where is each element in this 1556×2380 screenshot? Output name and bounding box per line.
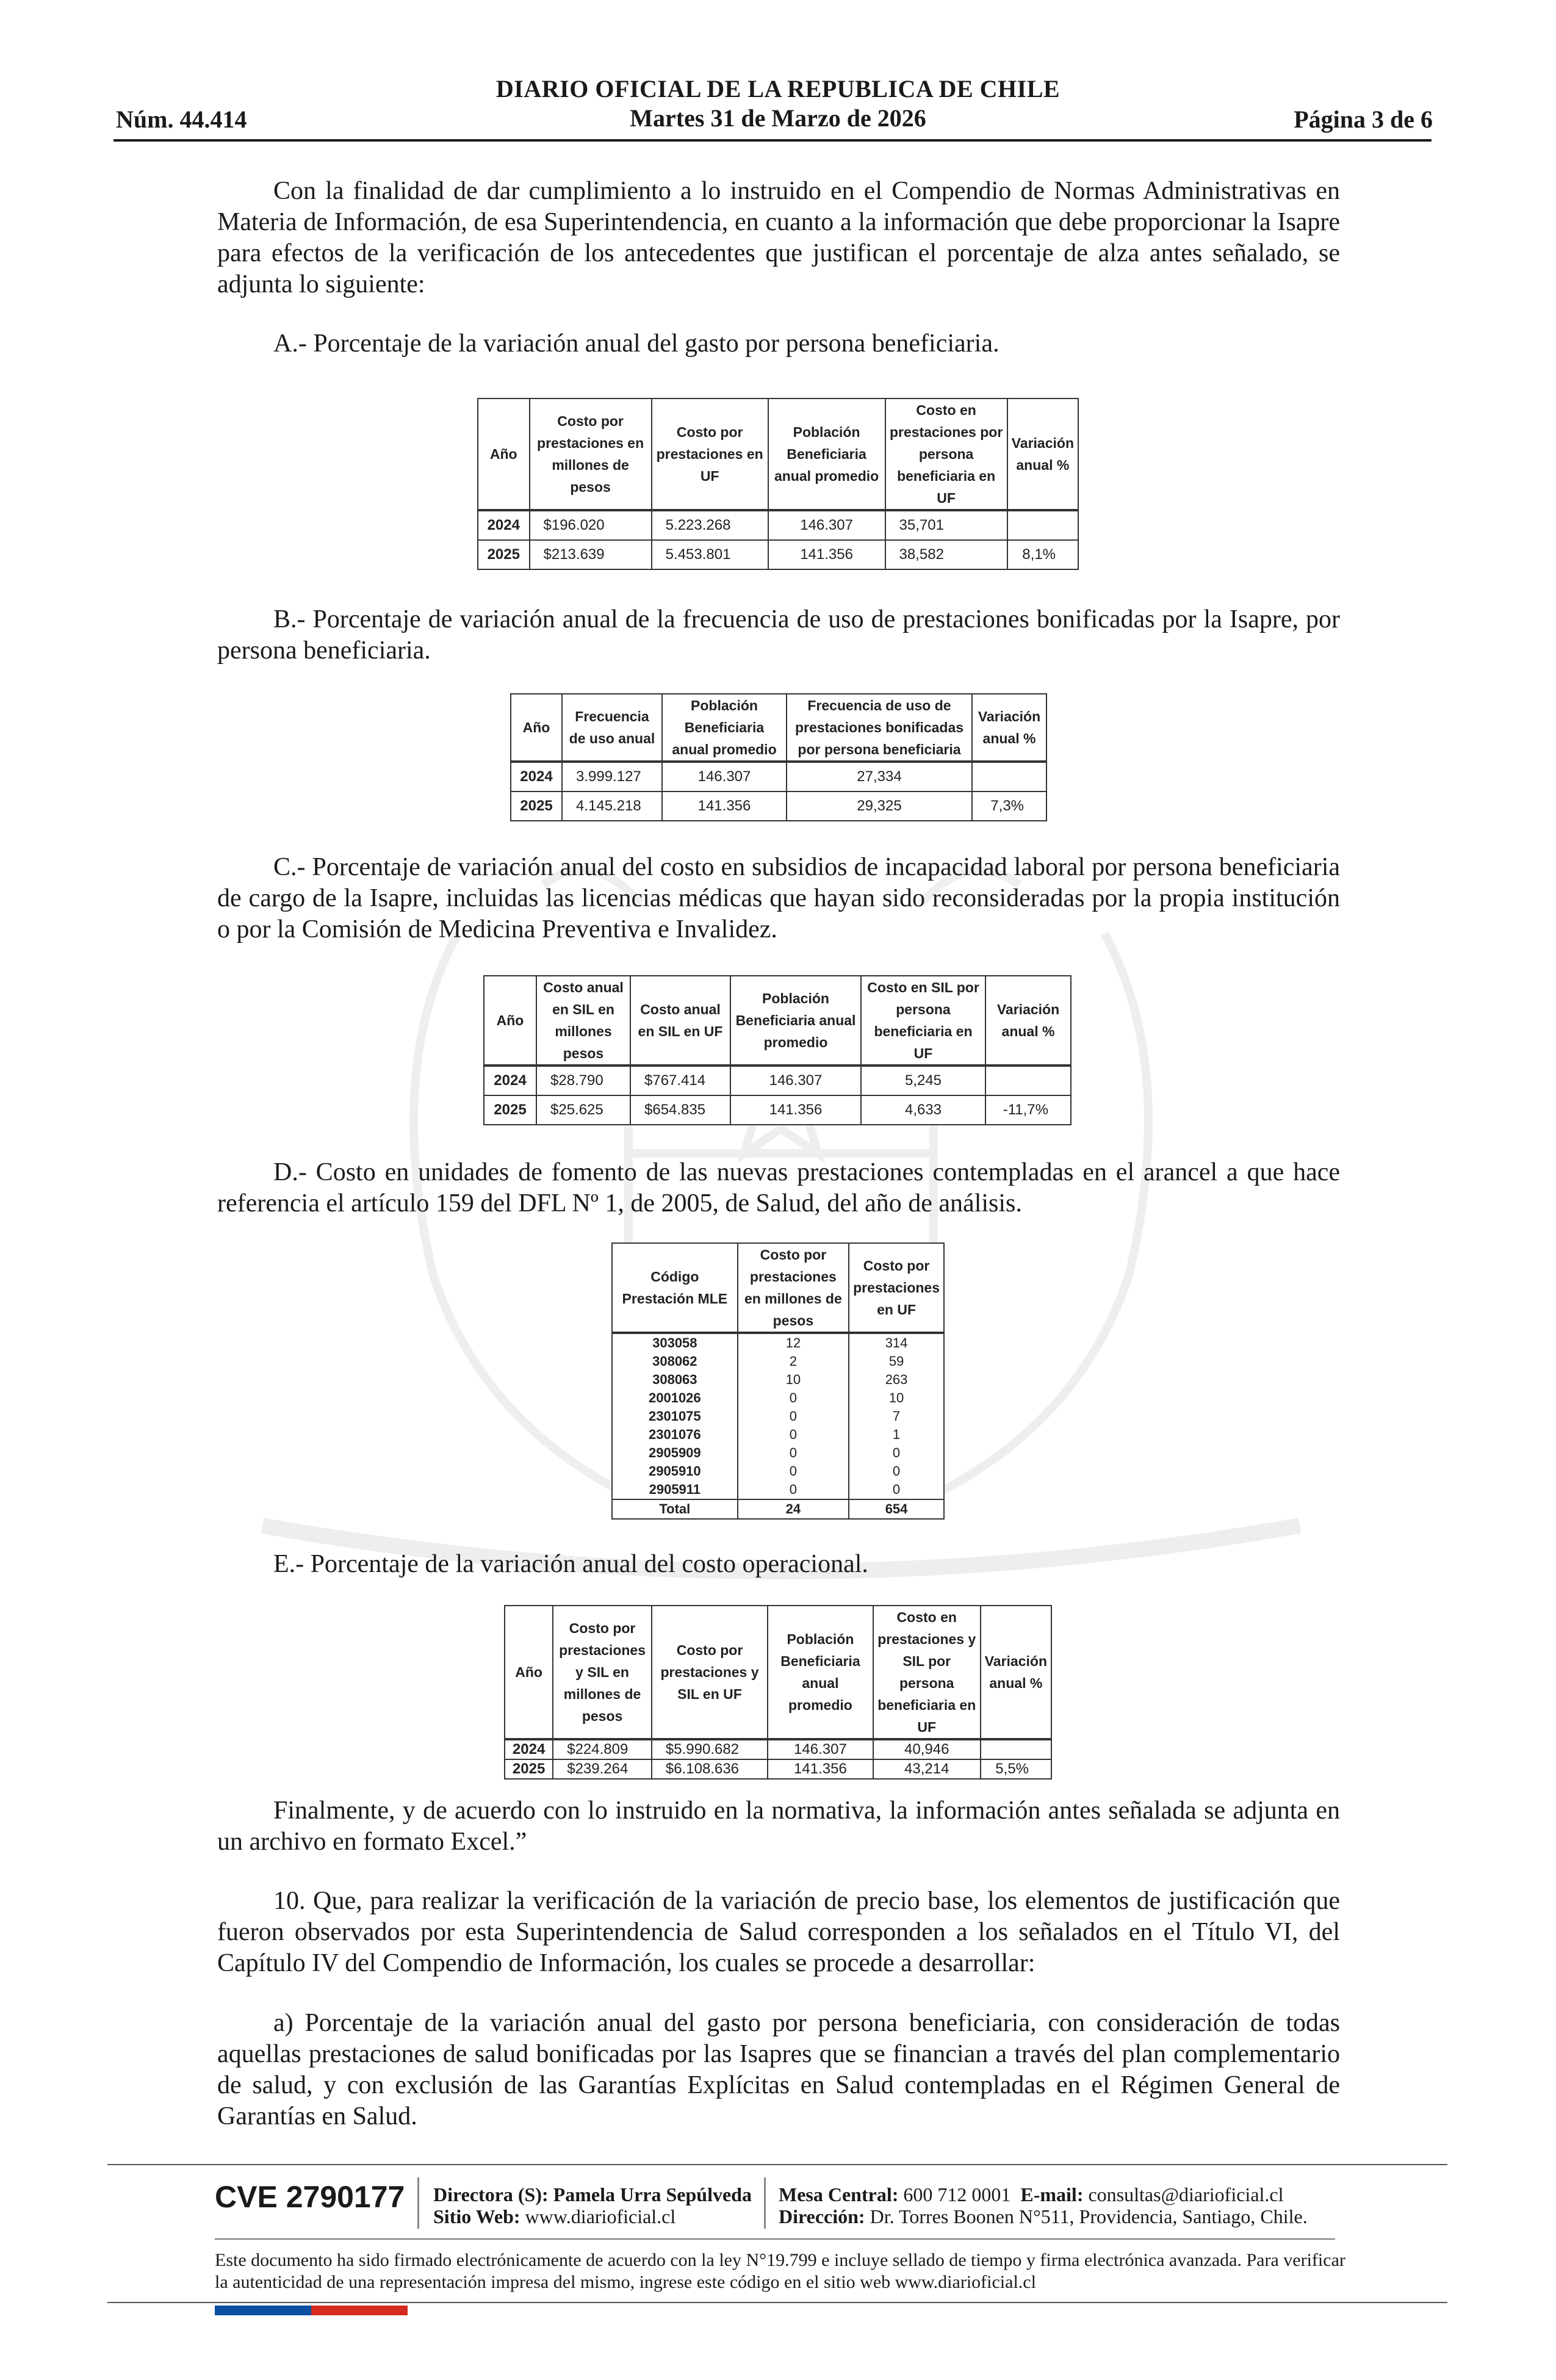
table-row <box>612 1389 944 1407</box>
table-row <box>505 1759 1051 1779</box>
cell: 10 <box>849 1389 944 1407</box>
cell: 0 <box>738 1389 849 1407</box>
footer-divider <box>107 2302 1447 2303</box>
cell: $25.625 <box>536 1095 630 1125</box>
col-header: Población Beneficiaria anual promedio <box>730 976 861 1066</box>
cell-code: 303058 <box>612 1333 738 1352</box>
section-e-heading: E.- Porcentaje de la variación anual del costo operacional. <box>273 1550 868 1578</box>
cell-total-label: Total <box>612 1499 738 1519</box>
cell-code: 2301076 <box>612 1426 738 1444</box>
email-label: E-mail: <box>1020 2183 1084 2205</box>
phone-value: 600 712 0001 <box>903 2183 1011 2205</box>
header-divider <box>113 139 1432 142</box>
cell: $654.835 <box>630 1095 730 1125</box>
table-e-costo-operacional <box>504 1605 1052 1780</box>
cell-code: 308063 <box>612 1371 738 1389</box>
col-header: Costo en SIL por persona beneficiaria en UF <box>861 976 985 1066</box>
cell: 141.356 <box>662 792 787 821</box>
cell: 4.145.218 <box>562 792 662 821</box>
table-row <box>612 1480 944 1499</box>
cell-year: 2024 <box>511 762 562 792</box>
cell-year: 2025 <box>511 792 562 821</box>
table-row <box>511 762 1046 792</box>
point-a-paragraph: a) Porcentaje de la variación anual del gasto por persona beneficiaria, con consideración de todas aquellas prestaciones de salud bonificadas por las Isapres que se financian a través del plan complementario de salud, y con exclusión de las Garantías Explícitas en Salud contempladas en el Régimen General de Garantías en Salud. <box>217 2009 1340 2130</box>
cell: 314 <box>849 1333 944 1352</box>
issue-date: Martes 31 de Marzo de 2026 <box>630 104 926 132</box>
col-header: Frecuencia de uso de prestaciones bonificadas por persona beneficiaria <box>787 694 972 762</box>
cell: 146.307 <box>768 510 885 540</box>
footer-director-block <box>433 2183 752 2227</box>
cell: 146.307 <box>662 762 787 792</box>
table-row <box>612 1444 944 1462</box>
intro-paragraph: Con la finalidad de dar cumplimiento a lo instruido en el Compendio de Normas Administrativas en Materia de Información, de esa Superintendencia, en cuanto a la información que debe proporcionar la Isapre para efectos de la verificación de los antecedentes que justifican el porcentaje de alza antes señalado, se adjunta lo siguiente: <box>217 177 1340 298</box>
cell-year: 2025 <box>484 1095 536 1125</box>
col-header: Variación anual % <box>1007 398 1078 510</box>
cell-code: 2905911 <box>612 1480 738 1499</box>
cell: $196.020 <box>530 510 652 540</box>
closing-paragraph: Finalmente, y de acuerdo con lo instruido en la normativa, la información antes señalada se adjunta en un archivo en formato Excel.” <box>217 1797 1340 1856</box>
table-row <box>612 1352 944 1371</box>
address-label: Dirección: <box>779 2205 865 2227</box>
cell: 5,245 <box>861 1066 985 1095</box>
cell: 24 <box>738 1499 849 1519</box>
section-a-heading: A.- Porcentaje de la variación anual del gasto por persona beneficiaria. <box>273 330 1000 358</box>
cell: 5.453.801 <box>652 540 768 569</box>
col-header: Año <box>511 694 562 762</box>
cell: 4,633 <box>861 1095 985 1125</box>
cell: 5,5% <box>981 1759 1051 1779</box>
cell: 3.999.127 <box>562 762 662 792</box>
col-header: Costo por prestaciones en millones de pesos <box>530 398 652 510</box>
table-row <box>484 1066 1071 1095</box>
cell: 8,1% <box>1007 540 1078 569</box>
cell: $224.809 <box>553 1739 652 1759</box>
table-b-frecuencia <box>510 693 1047 821</box>
cell: 0 <box>738 1426 849 1444</box>
col-header: Variación anual % <box>981 1606 1051 1739</box>
director-name: Pamela Urra Sepúlveda <box>553 2183 752 2205</box>
cell: 0 <box>738 1480 849 1499</box>
cell: 146.307 <box>768 1739 873 1759</box>
website-label: Sitio Web: <box>433 2205 520 2227</box>
col-header: Costo anual en SIL en UF <box>630 976 730 1066</box>
table-row <box>511 792 1046 821</box>
cell: $239.264 <box>553 1759 652 1779</box>
cell: 141.356 <box>730 1095 861 1125</box>
cell-year: 2025 <box>505 1759 553 1779</box>
cell: $767.414 <box>630 1066 730 1095</box>
table-row <box>484 1095 1071 1125</box>
cell: $6.108.636 <box>652 1759 768 1779</box>
col-header: Población Beneficiaria anual promedio <box>768 398 885 510</box>
cell-year: 2024 <box>484 1066 536 1095</box>
table-c-sil <box>483 975 1072 1125</box>
cell: 7,3% <box>972 792 1046 821</box>
phone-label: Mesa Central: <box>779 2183 899 2205</box>
cell: 1 <box>849 1426 944 1444</box>
flag-stripe-red <box>311 2306 408 2315</box>
footer-separator <box>764 2177 766 2229</box>
cell: 2 <box>738 1352 849 1371</box>
footer-contact-block <box>779 2183 1308 2227</box>
cell: $213.639 <box>530 540 652 569</box>
cell: 12 <box>738 1333 849 1352</box>
col-header: Costo en prestaciones y SIL por persona beneficiaria en UF <box>873 1606 981 1739</box>
cell-year: 2024 <box>505 1739 553 1759</box>
cell: $28.790 <box>536 1066 630 1095</box>
table-row <box>612 1462 944 1480</box>
footer-divider <box>107 2164 1447 2165</box>
cell-year: 2024 <box>478 510 530 540</box>
col-header: Costo anual en SIL en millones pesos <box>536 976 630 1066</box>
cell: 141.356 <box>768 1759 873 1779</box>
col-header: Costo por prestaciones y SIL en UF <box>652 1606 768 1739</box>
director-label: Directora (S): <box>433 2183 549 2205</box>
col-header: Año <box>478 398 530 510</box>
col-header: Población Beneficiaria anual promedio <box>768 1606 873 1739</box>
cell-year: 2025 <box>478 540 530 569</box>
issue-number: Núm. 44.414 <box>116 106 247 133</box>
cell: 0 <box>738 1407 849 1426</box>
cell <box>985 1066 1071 1095</box>
cell <box>1007 510 1078 540</box>
page-indicator: Página 3 de 6 <box>1294 106 1433 133</box>
flag-stripe-blue <box>215 2306 311 2315</box>
col-header: Código Prestación MLE <box>612 1243 738 1333</box>
cell: 10 <box>738 1371 849 1389</box>
address-value: Dr. Torres Boonen N°511, Providencia, Santiago, Chile. <box>870 2205 1308 2227</box>
cell: 27,334 <box>787 762 972 792</box>
section-b-heading: B.- Porcentaje de variación anual de la frecuencia de uso de prestaciones bonificadas por la Isapre, por persona beneficiaria. <box>217 605 1340 665</box>
cell: 0 <box>849 1444 944 1462</box>
cell-code: 2905909 <box>612 1444 738 1462</box>
table-total-row <box>612 1499 944 1519</box>
col-header: Año <box>484 976 536 1066</box>
newspaper-title: DIARIO OFICIAL DE LA REPUBLICA DE CHILE <box>495 75 1061 103</box>
cell: 263 <box>849 1371 944 1389</box>
table-row <box>612 1371 944 1389</box>
cell-code: 308062 <box>612 1352 738 1371</box>
section-d-heading: D.- Costo en unidades de fomento de las nuevas prestaciones contempladas en el arancel a que hace referencia el artículo 159 del DFL Nº 1, de 2005, de Salud, del año de análisis. <box>217 1158 1340 1217</box>
col-header: Variación anual % <box>972 694 1046 762</box>
col-header: Población Beneficiaria anual promedio <box>662 694 787 762</box>
cell: 5.223.268 <box>652 510 768 540</box>
cell: 7 <box>849 1407 944 1426</box>
table-a-gasto <box>477 398 1079 570</box>
email-link[interactable]: consultas@diarioficial.cl <box>1088 2183 1284 2205</box>
table-row <box>505 1739 1051 1759</box>
cell-code: 2301075 <box>612 1407 738 1426</box>
footer-divider <box>215 2238 1335 2240</box>
col-header: Año <box>505 1606 553 1739</box>
cell: 654 <box>849 1499 944 1519</box>
col-header: Costo por prestaciones en millones de pesos <box>738 1243 849 1333</box>
website-link[interactable]: www.diarioficial.cl <box>525 2205 676 2227</box>
cell: -11,7% <box>985 1095 1071 1125</box>
cell: 0 <box>738 1444 849 1462</box>
col-header: Variación anual % <box>985 976 1071 1066</box>
cell-code: 2001026 <box>612 1389 738 1407</box>
section-c-heading: C.- Porcentaje de variación anual del costo en subsidios de incapacidad laboral por persona beneficiaria de cargo de la Isapre, incluidas las licencias médicas que hayan sido reconsideradas por la propia institución o por la Comisión de Medicina Preventiva e Invalidez. <box>217 853 1340 943</box>
cell: 0 <box>738 1462 849 1480</box>
cve-code: CVE 2790177 <box>215 2180 405 2214</box>
cell: 35,701 <box>885 510 1007 540</box>
cell: 0 <box>849 1462 944 1480</box>
table-d-nuevas-prestaciones <box>611 1242 945 1520</box>
footer-separator <box>417 2177 419 2229</box>
col-header: Costo por prestaciones y SIL en millones de pesos <box>553 1606 652 1739</box>
cell <box>972 762 1046 792</box>
cell: 43,214 <box>873 1759 981 1779</box>
table-row <box>478 540 1078 569</box>
cell-code: 2905910 <box>612 1462 738 1480</box>
cell: 141.356 <box>768 540 885 569</box>
cell: 29,325 <box>787 792 972 821</box>
cell: 0 <box>849 1480 944 1499</box>
cell <box>981 1739 1051 1759</box>
cell: 146.307 <box>730 1066 861 1095</box>
table-row <box>612 1426 944 1444</box>
table-row <box>478 510 1078 540</box>
col-header: Costo por prestaciones en UF <box>652 398 768 510</box>
col-header: Costo en prestaciones por persona beneficiaria en UF <box>885 398 1007 510</box>
cell: 38,582 <box>885 540 1007 569</box>
table-row <box>612 1333 944 1352</box>
cell: 59 <box>849 1352 944 1371</box>
table-row <box>612 1407 944 1426</box>
point-10-paragraph: 10. Que, para realizar la verificación de la variación de precio base, los elementos de justificación que fueron observados por esta Superintendencia de Salud corresponden a los señalados en el Título VI, del Capítulo IV del Compendio de Información, los cuales se procede a desarrollar: <box>217 1887 1340 1977</box>
cell: $5.990.682 <box>652 1739 768 1759</box>
cell: 40,946 <box>873 1739 981 1759</box>
col-header: Costo por prestaciones en UF <box>849 1243 944 1333</box>
signature-notice: Este documento ha sido firmado electrónicamente de acuerdo con la ley N°19.799 e incluye sellado de tiempo y firma electrónica avanzada. Para verificar la autenticidad de una representación impresa del mismo, ingrese este código en el sitio web www.diarioficial.cl <box>215 2250 1345 2292</box>
col-header: Frecuencia de uso anual <box>562 694 662 762</box>
